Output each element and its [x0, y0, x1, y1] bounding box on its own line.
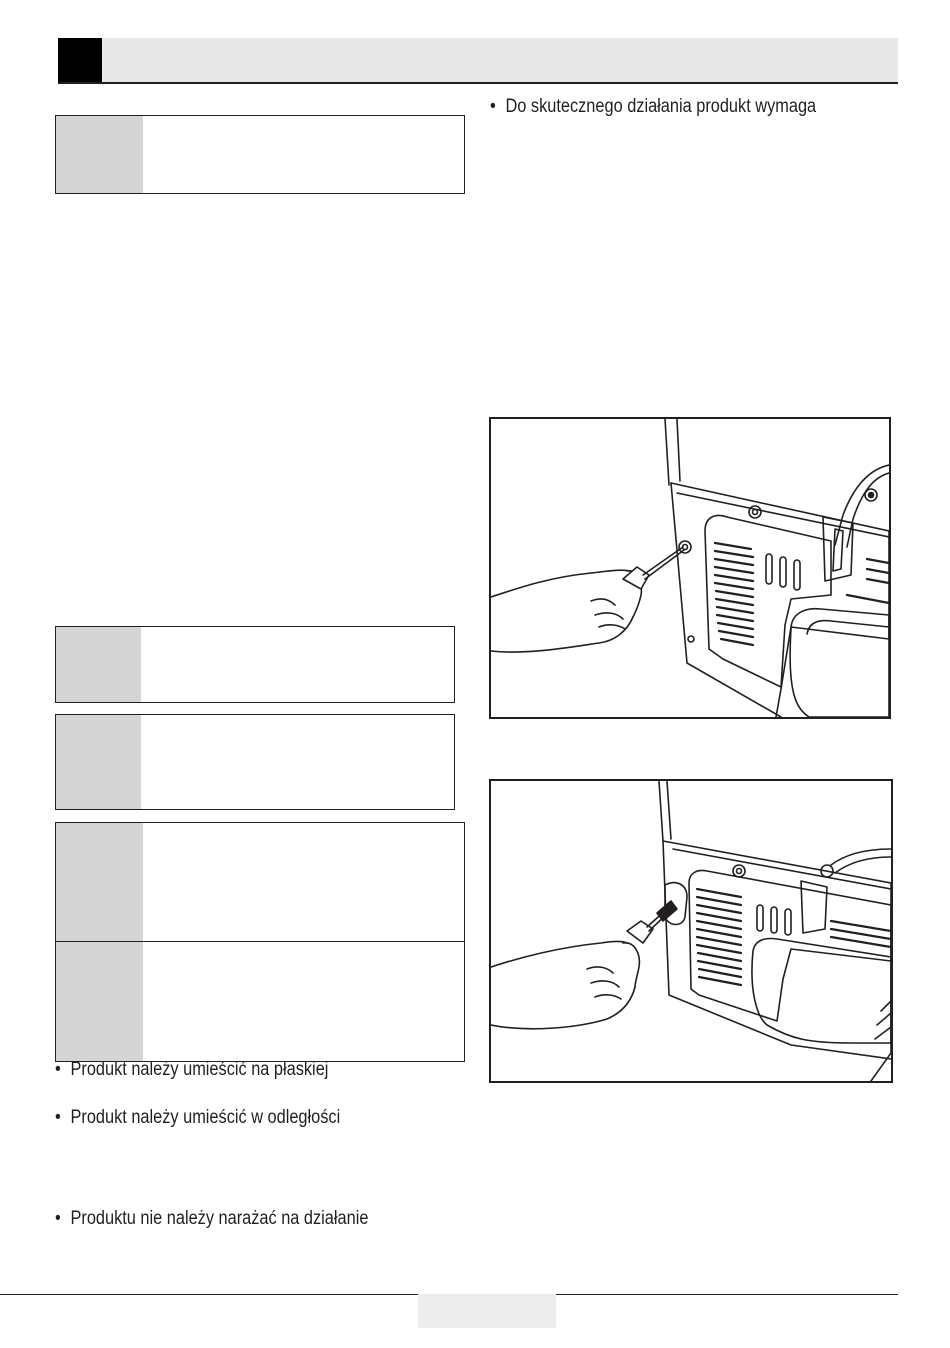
bullet-icon: •	[490, 96, 496, 117]
warning-icon	[56, 942, 143, 1061]
bullet-icon: •	[55, 1208, 61, 1229]
bullet-item	[55, 1208, 368, 1230]
bullet-text: Produkt należy umieścić w odległości	[70, 1107, 341, 1128]
warning-note-box-2	[55, 626, 455, 703]
bullet-item	[55, 1107, 340, 1129]
section-header-bar	[58, 38, 898, 84]
illustration-figure-1	[489, 417, 891, 719]
bullet-item	[55, 1059, 328, 1081]
bullet-item	[490, 96, 816, 118]
warning-icon	[56, 627, 141, 702]
bullet-icon: •	[55, 1059, 61, 1080]
warning-icon	[56, 715, 141, 809]
page-number-tab	[418, 1294, 556, 1328]
warning-note-box-4	[55, 822, 465, 942]
screwdriver-hand-panel-icon	[491, 781, 891, 1081]
bullet-text: Produkt należy umieścić na płaskiej	[70, 1059, 329, 1080]
warning-icon	[56, 823, 143, 941]
bullet-text: Do skutecznego działania produkt wymaga	[505, 96, 817, 117]
warning-note-box-3	[55, 714, 455, 810]
section-marker-square	[58, 38, 102, 84]
screwdriver-hand-panel-icon	[491, 419, 889, 717]
bullet-text: Produktu nie należy narażać na działanie	[70, 1208, 369, 1229]
section-header-rule	[58, 82, 898, 84]
warning-icon	[56, 116, 143, 193]
illustration-figure-2	[489, 779, 893, 1083]
warning-note-box-1	[55, 115, 465, 194]
bullet-icon: •	[55, 1107, 61, 1128]
warning-note-box-5	[55, 941, 465, 1062]
